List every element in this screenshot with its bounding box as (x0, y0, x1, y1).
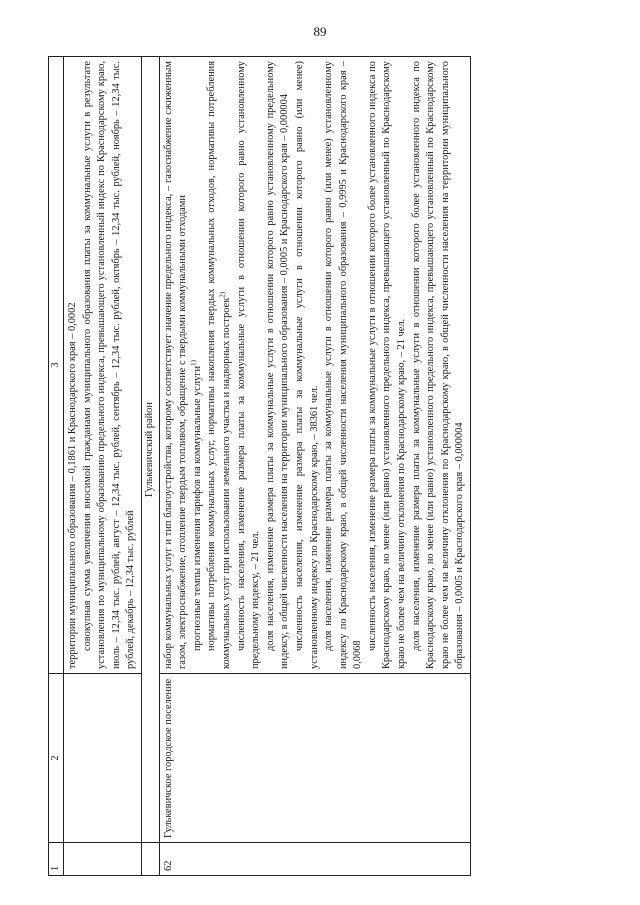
header-col-1: 1 (49, 843, 64, 876)
continued-text (66, 61, 139, 669)
row-municipality-name: Гулькевичское городское поселение (159, 674, 470, 843)
cell-name (64, 674, 142, 843)
detail-paragraph: набор коммунальных услуг и тип благоустройства, которому соответствует значение предельного индекса, – газоснабжение сжиженным газом, электроснабжение, отопление твердым топливом, обращение с твердыми коммунальными отходами (162, 61, 189, 669)
region-title: Гулькевичский район (141, 57, 159, 843)
detail-paragraph: численность населения, изменение размера платы за коммунальные услуги в отношении которого равно установленному предельному индексу, – 21 чел. (235, 61, 262, 669)
footnote-marker: 1) (189, 360, 198, 366)
row-details (159, 57, 470, 674)
continued-paragraph: совокупная сумма увеличения вносимой гражданами муниципального образования платы за коммунальные услуги в результате установления по муниципальному образованию предельного индекса, превышающего установленный индекс по Краснодарскому краю, июль – 12,34 тыс. рублей, август – 12,34 тыс. рублей, сентябрь – 12,34 тыс. рублей, октябрь – 12,34 тыс. рублей, ноябрь – 12,34 тыс. рублей, декабрь – 12,34 тыс. рублей (81, 61, 137, 669)
continued-paragraph: территории муниципального образования – 0,1861 и Краснодарского края – 0,0002 (67, 302, 78, 669)
data-table (48, 56, 471, 876)
table-row-continued (64, 57, 142, 876)
detail-paragraph: доля населения, изменение размера платы за коммунальные услуги в отношении которого равно (или менее) установленному индексу по Краснодарскому краю, в общей численности населения муниципального образования – 0,9995 и Краснодарского края – 0,0068 (323, 61, 364, 669)
cell-number (64, 843, 142, 876)
detail-paragraph: численность населения, изменение размера платы за коммунальные услуги в отношении которого равно (или менее) установленному индексу по Краснодарскому краю, – 38361 чел. (293, 61, 320, 669)
cell-continued-text (64, 57, 142, 674)
header-col-2: 2 (49, 674, 64, 843)
detail-paragraph: нормативы потребления коммунальных услуг, нормативы накопления твердых коммунальных отходов, нормативы потребления коммунальных услуг при использовании земельного участка и надворных построек$^{2)}$ (206, 61, 232, 669)
region-empty-cell (141, 843, 159, 876)
rotated-table-container (48, 56, 538, 876)
page-number: 89 (313, 24, 327, 39)
detail-paragraph: прогнозные темпы изменения тарифов на коммунальные услуги$^{1)}$ (189, 360, 203, 651)
table-header-row (49, 57, 64, 876)
header-col-3: 3 (49, 57, 64, 674)
detail-paragraph: доля населения, изменение размера платы за коммунальные услуги в отношении которого равно установленному предельному индексу, в общей численности населения на территории муниципального образования – 0,0005 и Краснодарского края – 0,000004 (264, 61, 291, 669)
detail-paragraph: численность населения, изменение размера платы за коммунальные услуги в отношении которого более установленного индекса по Краснодарскому краю, но менее (или равно) установленного предельного индекса, превышающего установленный по Краснодарскому краю не более чем на величину отклонения по Краснодарскому краю, – 21 чел. (366, 61, 408, 669)
region-row (141, 57, 159, 876)
table-row (159, 57, 470, 876)
detail-paragraph: доля населения, изменение размера платы за коммунальные услуги в отношении которого более установленного индекса по Краснодарскому краю, но менее (или равно) установленного предельного индекса, превышающего установленный по Краснодарскому краю не более чем на величину отклонения по Краснодарскому краю, в общей численности населения на территории муниципального образования – 0,0005 и Краснодарского края – 0,000004 (410, 61, 466, 669)
footnote-marker: 2) (218, 291, 227, 298)
row-number: 62 (159, 843, 470, 876)
